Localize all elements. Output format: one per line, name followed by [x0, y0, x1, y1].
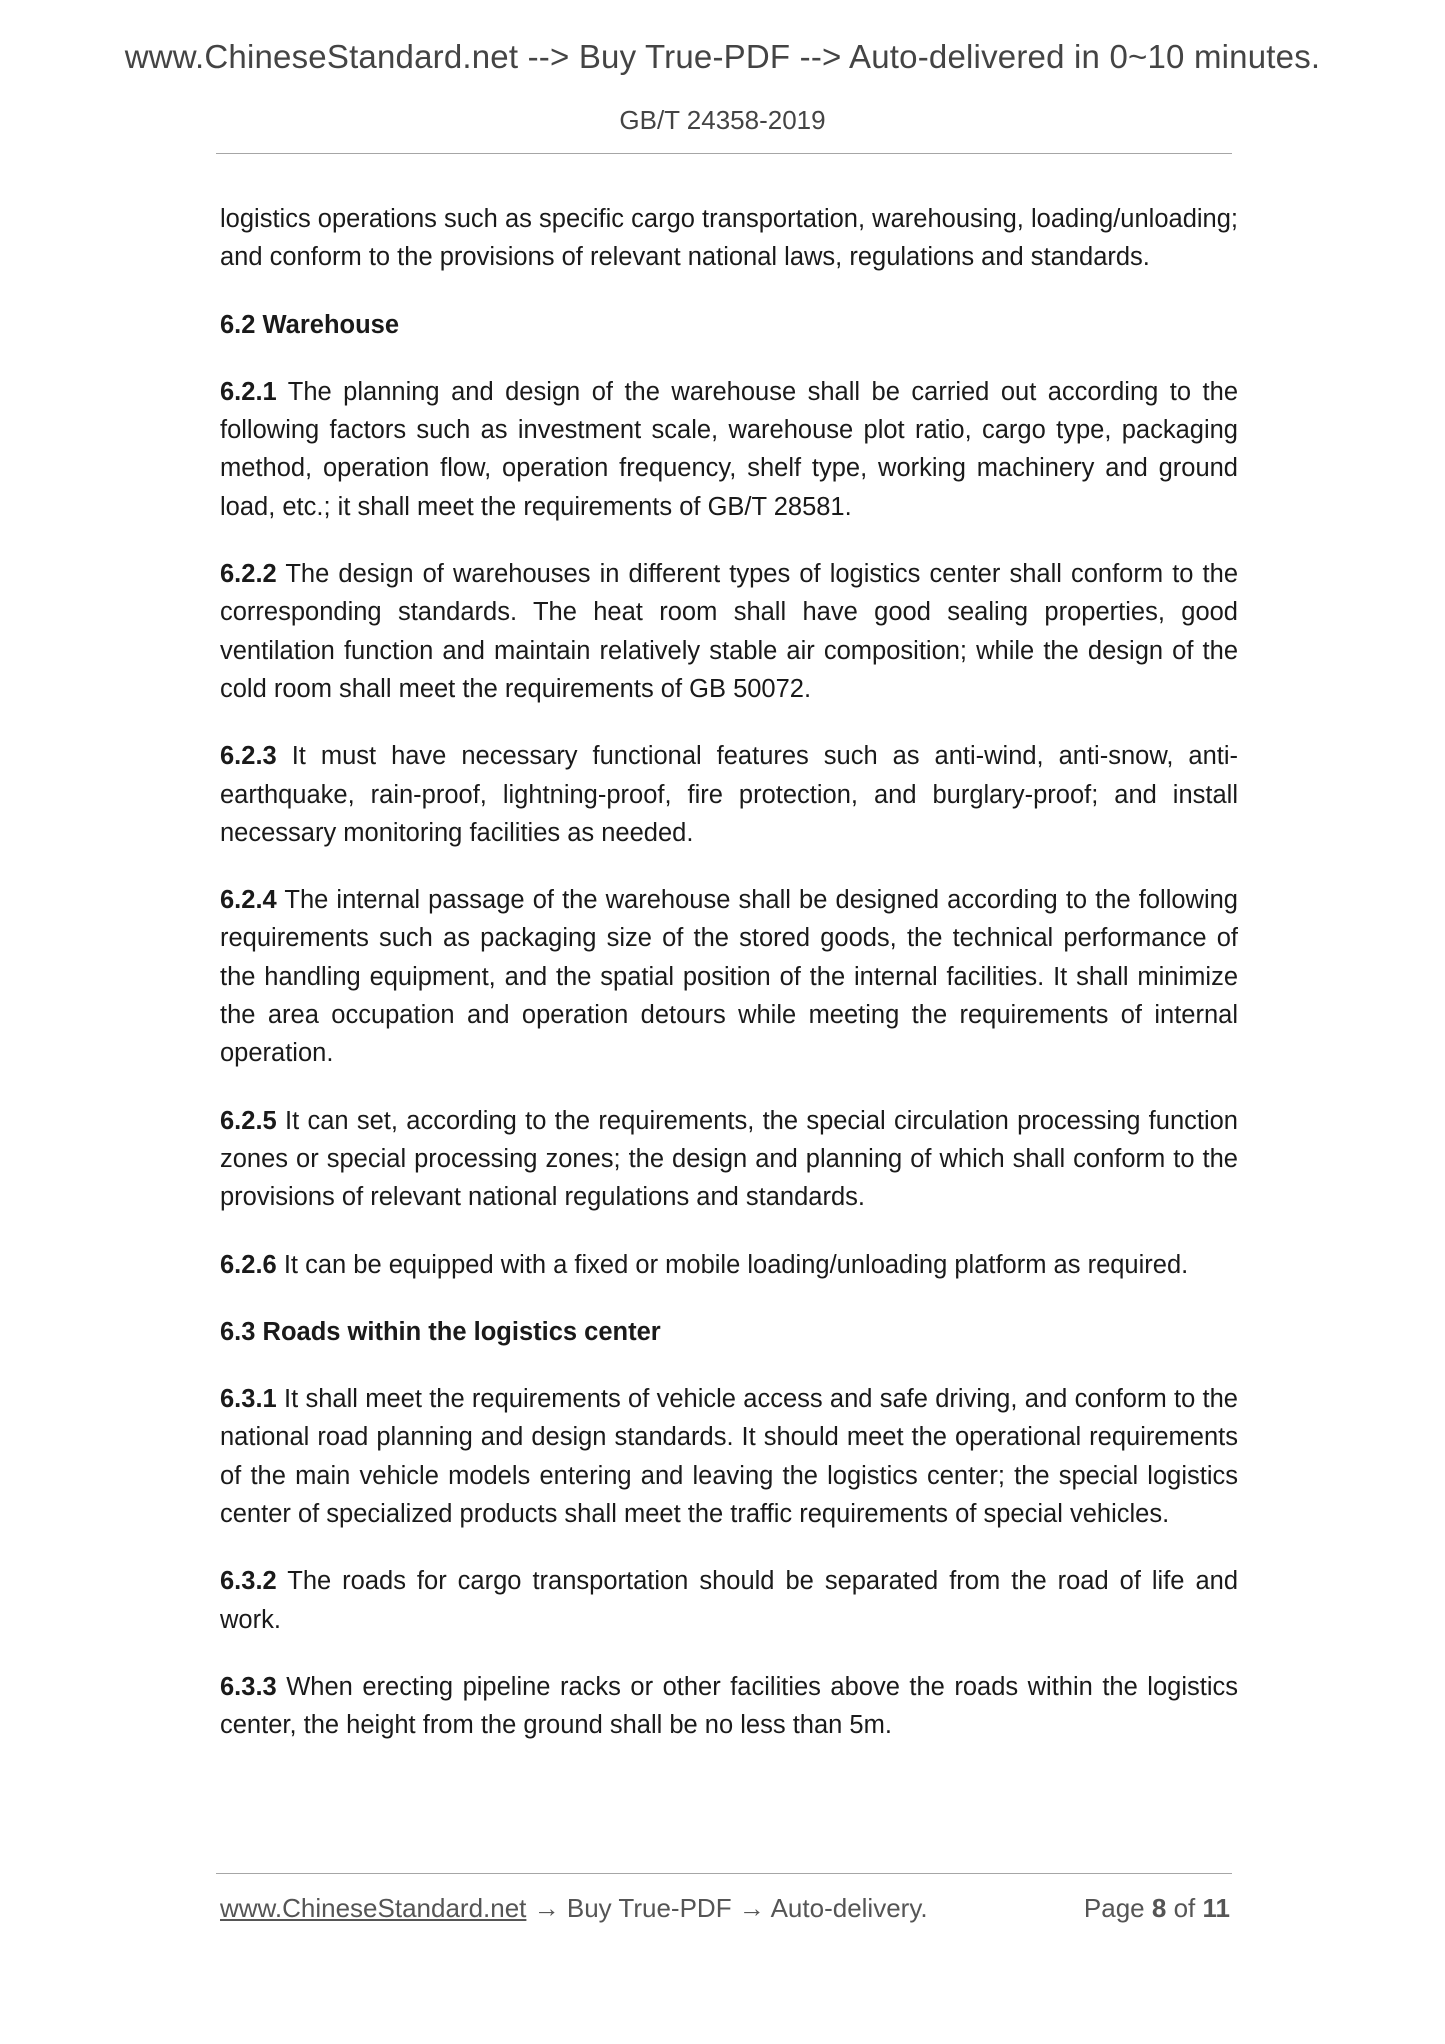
clause-number: 6.3.3 — [220, 1672, 277, 1701]
clause-text: It can set, according to the requirements, the special circulation processing function zones or special processing zones; the design and planning of which shall conform to the provisions of relevant national regulations and standards. — [220, 1106, 1238, 1212]
clause-number: 6.2.1 — [220, 377, 277, 406]
clause-6-2-5 — [220, 1102, 1238, 1217]
clause-6-3-1 — [220, 1380, 1238, 1533]
clause-6-2-1 — [220, 373, 1238, 526]
clause-text: It can be equipped with a fixed or mobile loading/unloading platform as required. — [283, 1250, 1189, 1279]
document-body — [220, 200, 1238, 1774]
clause-number: 6.2.3 — [220, 742, 277, 771]
clause-text: The planning and design of the warehouse shall be carried out according to the following factors such as investment scale, warehouse plot ratio, cargo type, packaging method, operation flow, operation frequency, shelf type, working machinery and ground load, etc.; it shall meet the requirements of GB/T 28581. — [220, 377, 1238, 521]
intro-paragraph: logistics operations such as specific cargo transportation, warehousing, loading/unloading; and conform to the provisions of relevant national laws, regulations and standards. — [220, 205, 1238, 272]
footer-tagline: → Buy True-PDF → Auto-delivery. — [533, 1893, 928, 1923]
clause-number: 6.2.5 — [220, 1106, 277, 1135]
page-indicator — [1084, 1893, 1230, 1924]
page-footer — [220, 1893, 1230, 1924]
clause-text: The design of warehouses in different types of logistics center shall conform to the corresponding standards. The heat room shall have good sealing properties, good ventilation function and maintain relatively stable air composition; while the design of the cold room shall meet the requirements of GB 50072. — [220, 560, 1239, 703]
clause-6-2-6 — [220, 1246, 1238, 1284]
section-heading-6-2: 6.2 Warehouse — [220, 310, 400, 339]
clause-6-2-3 — [220, 737, 1238, 852]
footer-divider — [216, 1873, 1232, 1874]
top-banner: www.ChineseStandard.net --> Buy True-PDF --> Auto-delivered in 0~10 minutes. — [124, 38, 1321, 75]
page-total: 11 — [1202, 1893, 1230, 1923]
clause-number: 6.2.4 — [220, 886, 277, 915]
section-heading-6-3: 6.3 Roads within the logistics center — [220, 1317, 661, 1346]
page-of-label: of — [1173, 1893, 1196, 1923]
clause-number: 6.3.2 — [220, 1567, 277, 1596]
clause-6-3-2 — [220, 1562, 1238, 1639]
page-current: 8 — [1151, 1893, 1167, 1923]
clause-number: 6.2.2 — [220, 560, 277, 589]
clause-number: 6.3.1 — [220, 1385, 277, 1414]
clause-text: The internal passage of the warehouse shall be designed according to the following requirements such as packaging size of the stored goods, the technical performance of the handling equipment, and the spatial position of the internal facilities. It shall minimize the area occupation and operation detours while meeting the requirements of internal operation. — [220, 886, 1238, 1068]
footer-site-link[interactable]: www.ChineseStandard.net — [220, 1893, 527, 1923]
clause-6-3-3 — [220, 1668, 1238, 1745]
clause-number: 6.2.6 — [220, 1250, 277, 1279]
clause-text: It must have necessary functional features such as anti-wind, anti-snow, anti-earthquake, rain-proof, lightning-proof, fire protection, and burglary-proof; and install necessary monitoring facilities as needed. — [220, 742, 1239, 847]
clause-text: The roads for cargo transportation should be separated from the road of life and work. — [220, 1567, 1239, 1634]
page-label: Page — [1083, 1893, 1145, 1923]
clause-6-2-4 — [220, 881, 1238, 1072]
header-divider — [216, 153, 1232, 154]
clause-text: It shall meet the requirements of vehicle access and safe driving, and conform to the national road planning and design standards. It should meet the operational requirements of the main vehicle models entering and leaving the logistics center; the special logistics center of specialized products shall meet the traffic requirements of special vehicles. — [220, 1385, 1238, 1529]
standard-code: GB/T 24358-2019 — [619, 105, 826, 135]
clause-text: When erecting pipeline racks or other facilities above the roads within the logistics center, the height from the ground shall be no less than 5m. — [220, 1672, 1238, 1740]
clause-6-2-2 — [220, 555, 1238, 708]
